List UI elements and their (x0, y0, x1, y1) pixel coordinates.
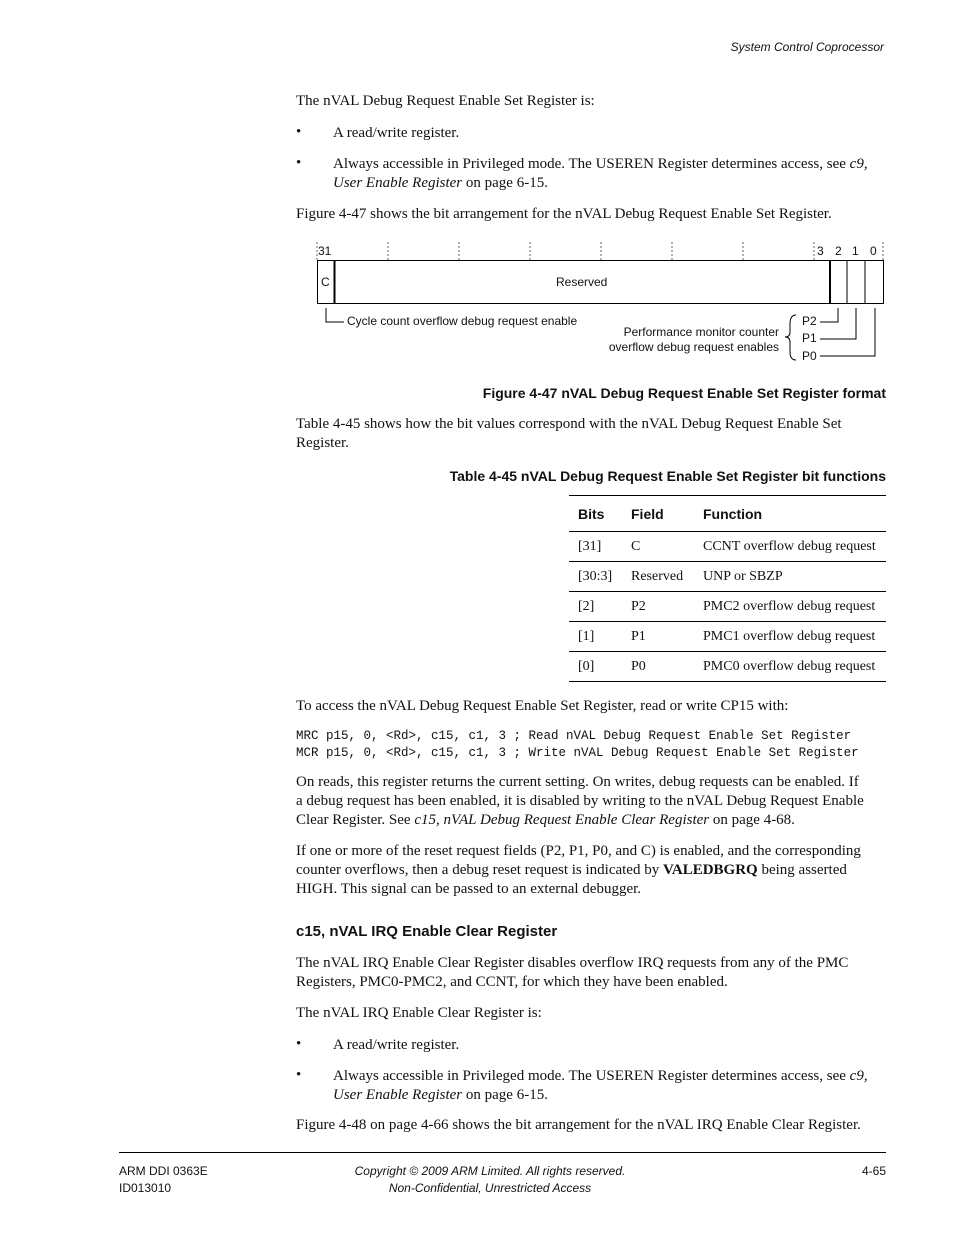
reads-line3-pre: Clear Register. See (296, 812, 415, 828)
callout-perf-line1: Performance monitor counter (623, 325, 779, 339)
footer-access: Non-Confidential, Unrestricted Access (388, 1181, 592, 1195)
reset-line2-post: being asserted (757, 862, 847, 878)
xref-link[interactable]: User Enable Register (333, 175, 463, 191)
cell-bits: [30:3] (569, 562, 622, 592)
figure-reference: Figure 4-47 shows the bit arrangement for the nVAL Debug Request Enable Set Register. (296, 206, 832, 222)
reset-line3: HIGH. This signal can be passed to an external debugger. (296, 881, 642, 897)
figure-caption: Figure 4-47 nVAL Debug Request Enable Set Register format (482, 385, 886, 401)
cell-field: P0 (622, 652, 694, 682)
label-p2: P2 (802, 314, 817, 328)
section-description (296, 954, 888, 992)
xref-link[interactable]: User Enable Register (333, 1087, 463, 1103)
reads-paragraph (296, 773, 888, 830)
code-line-write: MCR p15, 0, <Rd>, c15, c1, 3 ; Write nVAL Debug Request Enable Set Register (296, 746, 859, 760)
footer-center (300, 1163, 680, 1197)
reset-line2-pre: counter overflows, then a debug reset request is indicated by (296, 862, 663, 878)
callout-line-p2 (820, 308, 838, 322)
cell-bits: [0] (569, 652, 622, 682)
column-header-field: Field (622, 496, 694, 532)
reads-line3-post: on page 4-68. (709, 812, 795, 828)
field-c-label: C (321, 275, 330, 289)
section-desc-line1: The nVAL IRQ Enable Clear Register disables overflow IRQ requests from any of the PMC (296, 955, 849, 971)
callout-perf-line2: overflow debug request enables (608, 340, 779, 354)
signal-name: VALEDBGRQ (662, 862, 758, 878)
section-heading: c15, nVAL IRQ Enable Clear Register (296, 923, 558, 940)
code-line-read: MRC p15, 0, <Rd>, c15, c1, 3 ; Read nVAL Debug Request Enable Set Register (296, 729, 852, 743)
reset-line1: If one or more of the reset request fields (P2, P1, P0, and C) is enabled, and the corresponding (296, 843, 861, 859)
label-p0: P0 (802, 349, 817, 363)
field-reserved-label: Reserved (556, 275, 608, 289)
bullet-text: on page 6-15. (462, 1087, 548, 1103)
cell-function: CCNT overflow debug request (694, 532, 886, 562)
bullet-text: on page 6-15. (462, 175, 548, 191)
bit-label-3: 3 (817, 244, 824, 258)
access-lead: To access the nVAL Debug Request Enable Set Register, read or write CP15 with: (296, 698, 789, 714)
callout-c-text: Cycle count overflow debug request enable (347, 314, 578, 328)
footer-left (119, 1163, 208, 1197)
section-bullet-2 (333, 1067, 888, 1105)
cell-field: Reserved (622, 562, 694, 592)
section-desc-line2: Registers, PMC0-PMC2, and CCNT, for which they have been enabled. (296, 974, 728, 990)
bit-label-2: 2 (835, 244, 842, 258)
bullet-marker: • (296, 1067, 302, 1083)
footer-doc-id: ARM DDI 0363E (119, 1164, 208, 1178)
bit-label-1: 1 (852, 244, 859, 258)
cell-field: P2 (622, 592, 694, 622)
cell-bits: [31] (569, 532, 622, 562)
table-row (569, 622, 886, 652)
column-header-bits: Bits (569, 496, 622, 532)
table-intro (296, 415, 888, 453)
table-row (569, 592, 886, 622)
intro-lead: The nVAL Debug Request Enable Set Register is: (296, 93, 595, 109)
bit-label-0: 0 (870, 244, 877, 258)
bullet-marker: • (296, 1036, 302, 1052)
bit-label-31: 31 (318, 244, 332, 258)
reset-paragraph (296, 842, 888, 899)
cell-function: PMC1 overflow debug request (694, 622, 886, 652)
bullet-marker: • (296, 155, 302, 171)
table-caption: Table 4-45 nVAL Debug Request Enable Set Register bit functions (449, 468, 886, 484)
footer-copyright: Copyright © 2009 ARM Limited. All rights reserved. (354, 1164, 626, 1178)
cell-bits: [2] (569, 592, 622, 622)
table-header-row (569, 496, 886, 532)
bullet-text: Always accessible in Privileged mode. The USEREN Register determines access, see (333, 1068, 850, 1084)
xref-link[interactable]: c9, (849, 1068, 868, 1084)
section-figure-reference: Figure 4-48 on page 4-66 shows the bit arrangement for the nVAL IRQ Enable Clear Register. (296, 1117, 861, 1133)
xref-link[interactable]: c15, nVAL Debug Request Enable Clear Register (414, 812, 710, 828)
footer-issue-id: ID013010 (119, 1181, 172, 1195)
section-bullet-1: A read/write register. (333, 1037, 460, 1053)
register-diagram (300, 238, 900, 373)
cell-function: PMC0 overflow debug request (694, 652, 886, 682)
brace-icon (785, 315, 796, 360)
cell-function: UNP or SBZP (694, 562, 886, 592)
cell-bits: [1] (569, 622, 622, 652)
reads-line2: a debug request has been enabled, it is disabled by writing to the nVAL Debug Request Enable (296, 793, 864, 809)
reads-line1: On reads, this register returns the current setting. On writes, debug requests can be enabled. If (296, 774, 859, 790)
callout-line-c (326, 308, 344, 322)
bullet-text: Always accessible in Privileged mode. The USEREN Register determines access, see (333, 156, 850, 172)
table-row (569, 652, 886, 682)
column-header-function: Function (694, 496, 886, 532)
table-row (569, 562, 886, 592)
running-header: System Control Coprocessor (730, 40, 884, 54)
table-row (569, 532, 886, 562)
table-intro-line2: Register. (296, 435, 349, 451)
footer-divider (119, 1152, 886, 1153)
section-lead: The nVAL IRQ Enable Clear Register is: (296, 1005, 542, 1021)
footer-page-number: 4-65 (861, 1164, 886, 1178)
label-p1: P1 (802, 331, 817, 345)
table-intro-line1: Table 4-45 shows how the bit values correspond with the nVAL Debug Request Enable Set (296, 416, 842, 432)
intro-bullet-2 (333, 155, 888, 193)
callout-line-p0 (820, 308, 875, 356)
xref-link[interactable]: c9, (849, 156, 868, 172)
bit-functions-table (569, 495, 886, 682)
cell-field: P1 (622, 622, 694, 652)
bit-ticks (317, 242, 883, 260)
intro-bullet-1: A read/write register. (333, 125, 460, 141)
bullet-marker: • (296, 124, 302, 140)
cell-field: C (622, 532, 694, 562)
cell-function: PMC2 overflow debug request (694, 592, 886, 622)
